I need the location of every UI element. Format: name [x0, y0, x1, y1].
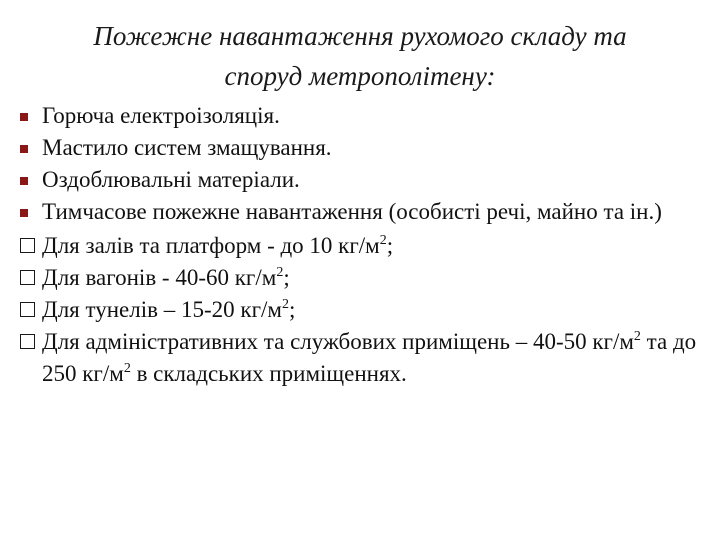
- list-item-electrical-insulation: [18, 100, 714, 132]
- square-bullet-icon: [20, 145, 28, 153]
- list-item-halls-platforms: [18, 230, 714, 262]
- list-item-admin-premises: [18, 326, 714, 390]
- list-item-cars: [18, 262, 714, 294]
- list-item-text: Оздоблювальні матеріали.: [42, 167, 300, 192]
- list-item-text: Для залів та платформ - до 10 $кг/м^2$;: [42, 233, 394, 258]
- checkbox-square-icon: [20, 302, 35, 317]
- list-item-text: Для адміністративних та службових приміщень – 40-50 $кг/м^2$ та до 250 $кг/м^2$ в складських приміщеннях.: [42, 329, 697, 386]
- checkbox-square-icon: [20, 238, 35, 253]
- square-bullet-icon: [20, 113, 28, 121]
- superscript: 2: [281, 297, 289, 312]
- square-bullet-icon: [20, 209, 28, 217]
- checkbox-square-icon: [20, 334, 35, 349]
- list-item-text: Для вагонів - 40-60 $кг/м^2$;: [42, 265, 290, 290]
- slide-title: [24, 16, 696, 96]
- list-item-text: Тимчасове пожежне навантаження (особисті речі, майно та ін.): [42, 199, 662, 224]
- slide-title-line-1: Пожежне навантаження рухомого складу та: [93, 21, 627, 51]
- superscript: 2: [123, 361, 131, 376]
- square-bullet-icon: [20, 177, 28, 185]
- list-item-tunnels: [18, 294, 714, 326]
- slide-content: [18, 100, 714, 390]
- superscript: 2: [276, 265, 284, 280]
- list-item-text: Горюча електроізоляція.: [42, 103, 280, 128]
- list-item-finishing-materials: [18, 164, 714, 196]
- list-item-temporary-load: [18, 196, 714, 228]
- superscript: 2: [633, 329, 641, 344]
- slide-title-line-2: споруд метрополітену:: [224, 61, 496, 91]
- superscript: 2: [379, 233, 387, 248]
- list-item-lubricant: [18, 132, 714, 164]
- list-item-text: Мастило систем змащування.: [42, 135, 332, 160]
- list-item-text: Для тунелів – 15-20 $кг/м^2$;: [42, 297, 296, 322]
- checkbox-square-icon: [20, 270, 35, 285]
